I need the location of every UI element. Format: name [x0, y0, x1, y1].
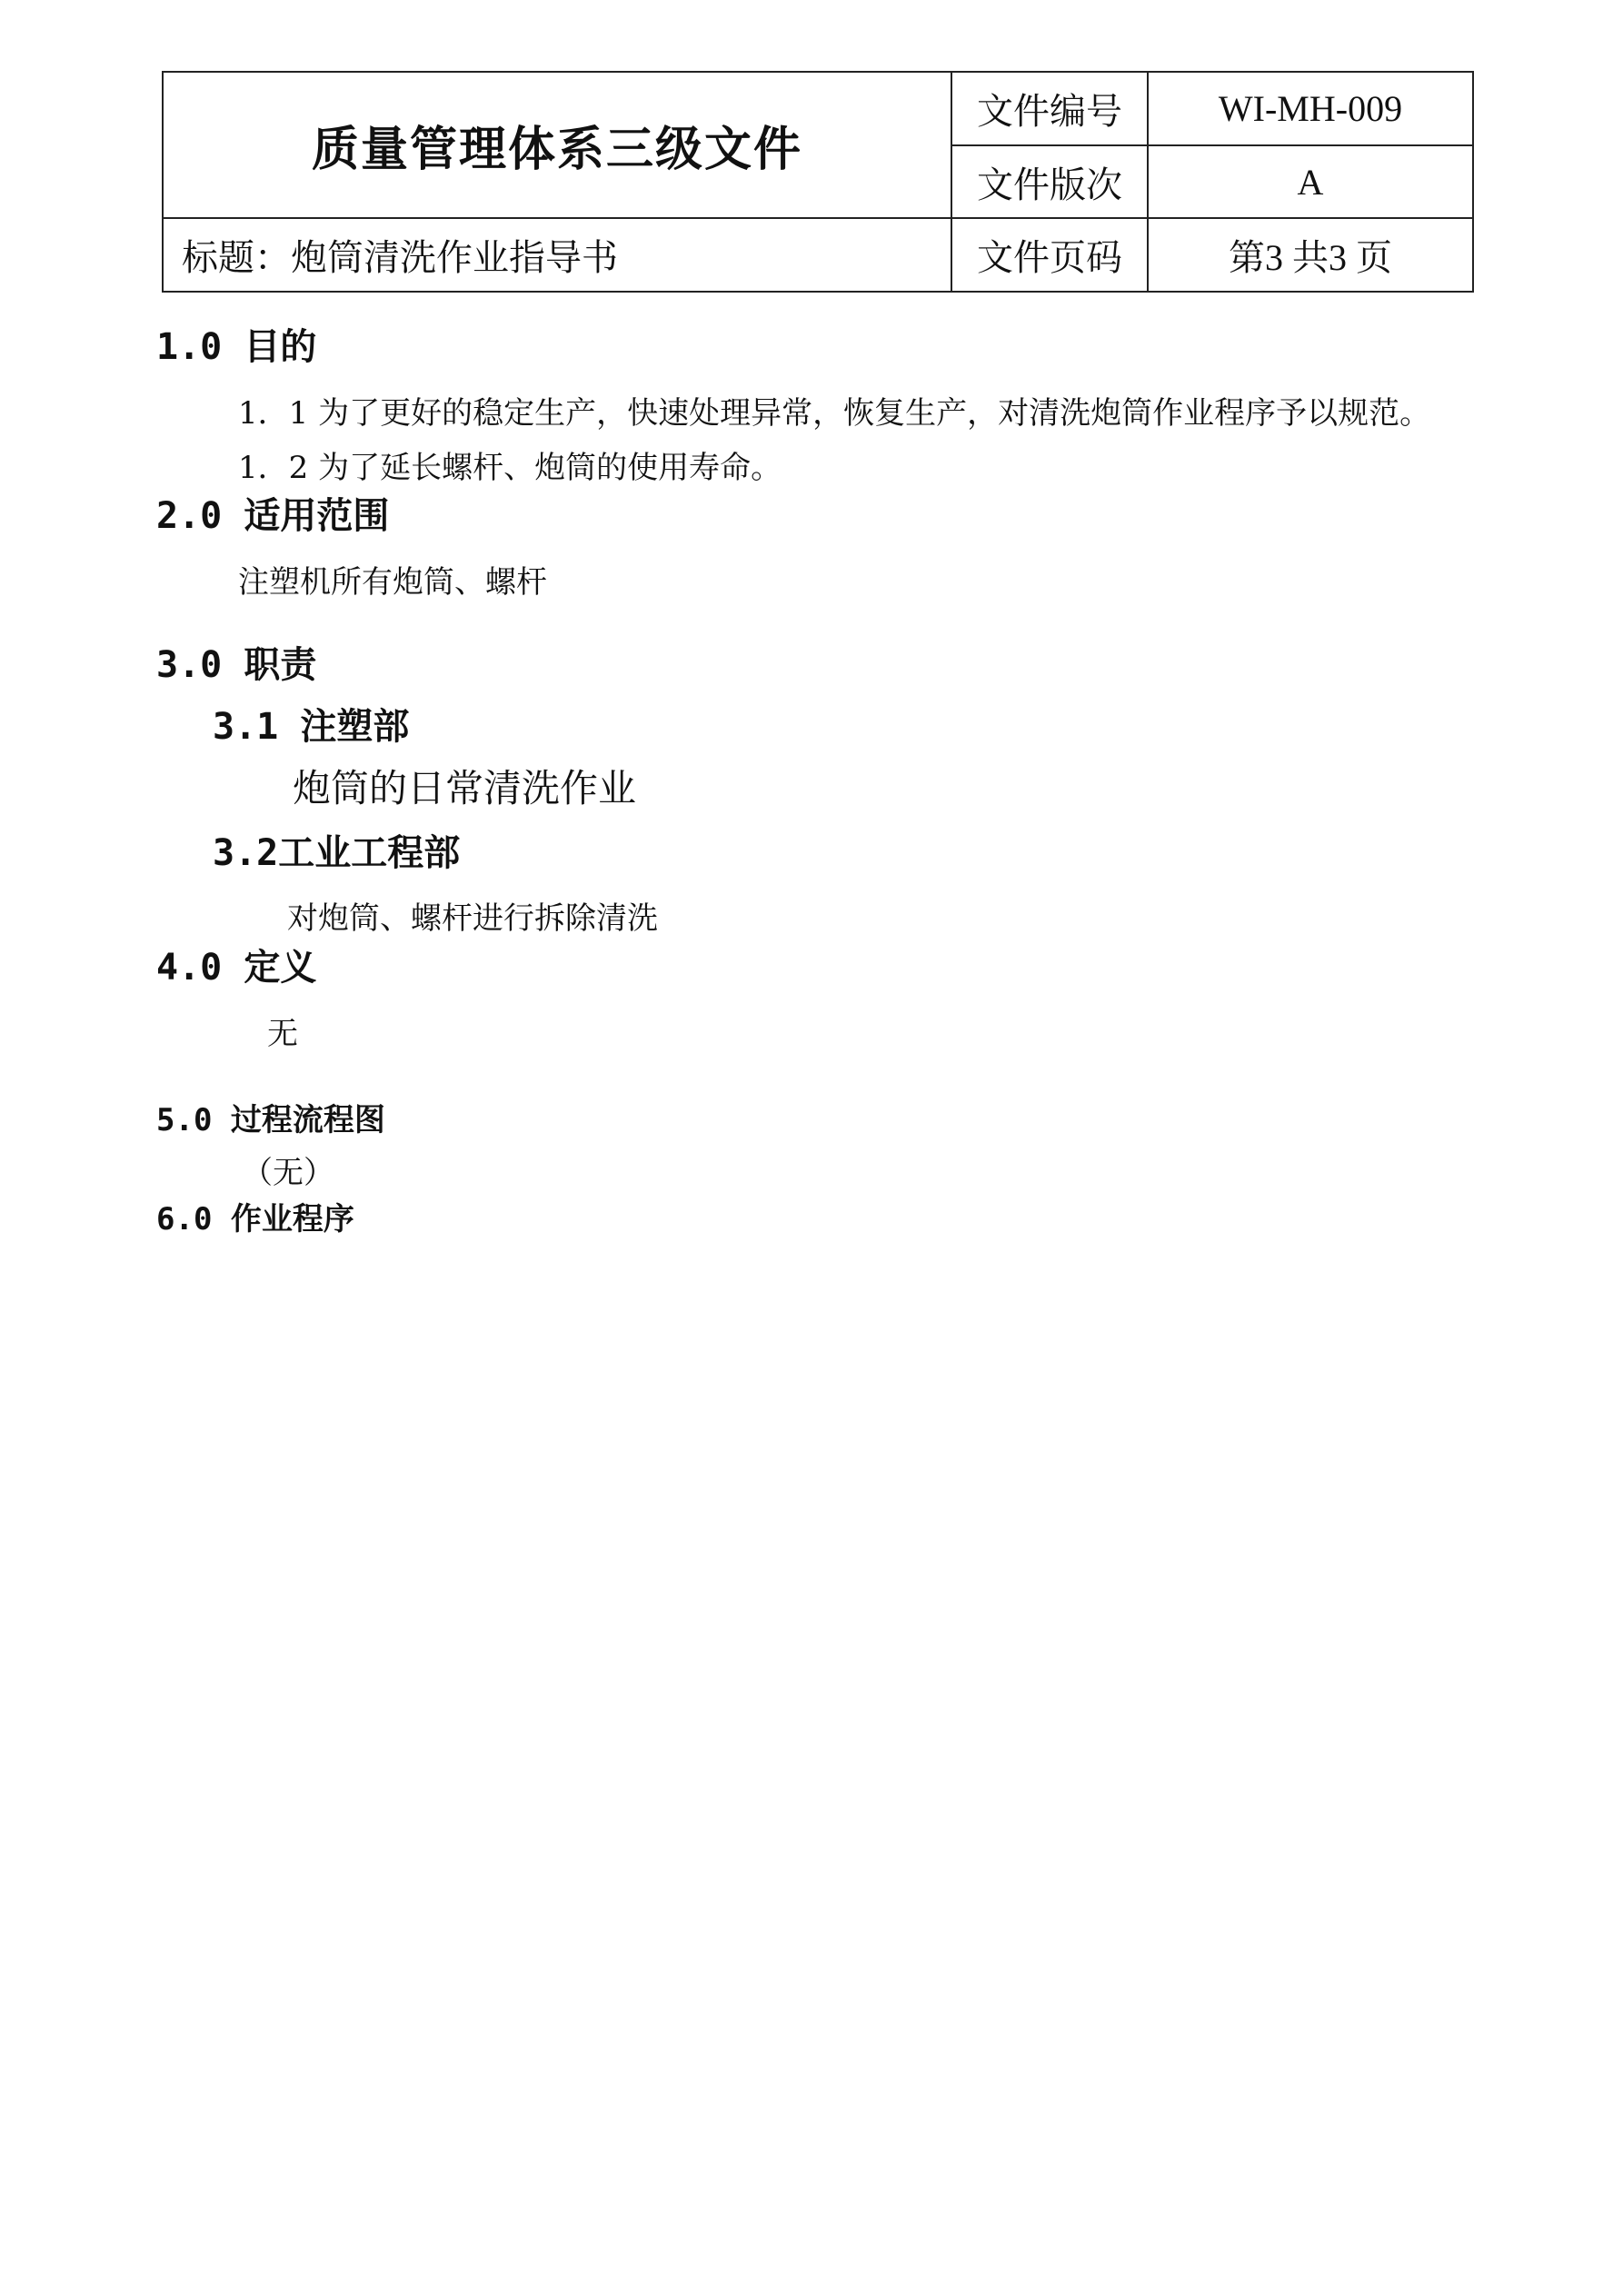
section-title: 目的	[244, 326, 317, 368]
section-title: 适用范围	[244, 495, 390, 537]
section-number: 5.0	[156, 1102, 213, 1138]
subsection-heading-molding	[213, 698, 409, 750]
section-number: 2.0	[156, 495, 223, 537]
section-title: 定义	[244, 947, 317, 989]
file-number-value: WI-MH-009	[1148, 72, 1473, 145]
section-title: 职责	[244, 644, 317, 686]
industrial-engineering-duty-text: 对炮筒、螺杆进行拆除清洗	[287, 900, 658, 937]
subsection-heading-industrial-engineering	[213, 824, 460, 876]
section-heading-purpose	[156, 318, 316, 370]
document-title: 质量管理体系三级文件	[163, 72, 951, 218]
scope-text: 注塑机所有炮筒、螺杆	[238, 564, 547, 601]
file-number-label: 文件编号	[951, 72, 1148, 145]
section-title: 作业程序	[230, 1201, 354, 1237]
subsection-title: 工业工程部	[278, 832, 461, 874]
section-number: 1.0	[156, 326, 223, 368]
section-number: 6.0	[156, 1201, 213, 1237]
page-number-label: 文件页码	[951, 218, 1148, 292]
page-number-value: 第3 共3 页	[1148, 218, 1473, 292]
document-subject: 标题：炮筒清洗作业指导书	[163, 218, 951, 292]
subsection-number: 3.1	[213, 706, 279, 748]
section-heading-process-flow	[156, 1095, 385, 1139]
molding-duty-text: 炮筒的日常清洗作业	[293, 766, 637, 810]
document-header-table	[162, 71, 1474, 293]
purpose-item-2: 1．2 为了延长螺杆、炮筒的使用寿命。	[238, 450, 782, 486]
section-heading-scope	[156, 487, 389, 539]
version-value: A	[1148, 145, 1473, 218]
purpose-item-1: 1．1 为了更好的稳定生产，快速处理异常，恢复生产，对清洗炮筒作业程序予以规范。	[238, 395, 1431, 432]
process-flow-text: （无）	[242, 1155, 334, 1191]
section-number: 3.0	[156, 644, 223, 686]
subsection-title: 注塑部	[300, 706, 410, 748]
definition-text: 无	[267, 1016, 298, 1052]
section-number: 4.0	[156, 947, 223, 989]
version-label: 文件版次	[951, 145, 1148, 218]
section-title: 过程流程图	[230, 1102, 385, 1138]
subsection-number: 3.2	[213, 832, 279, 874]
section-heading-procedure	[156, 1194, 354, 1238]
section-heading-definition	[156, 939, 316, 990]
section-heading-responsibility	[156, 636, 316, 688]
